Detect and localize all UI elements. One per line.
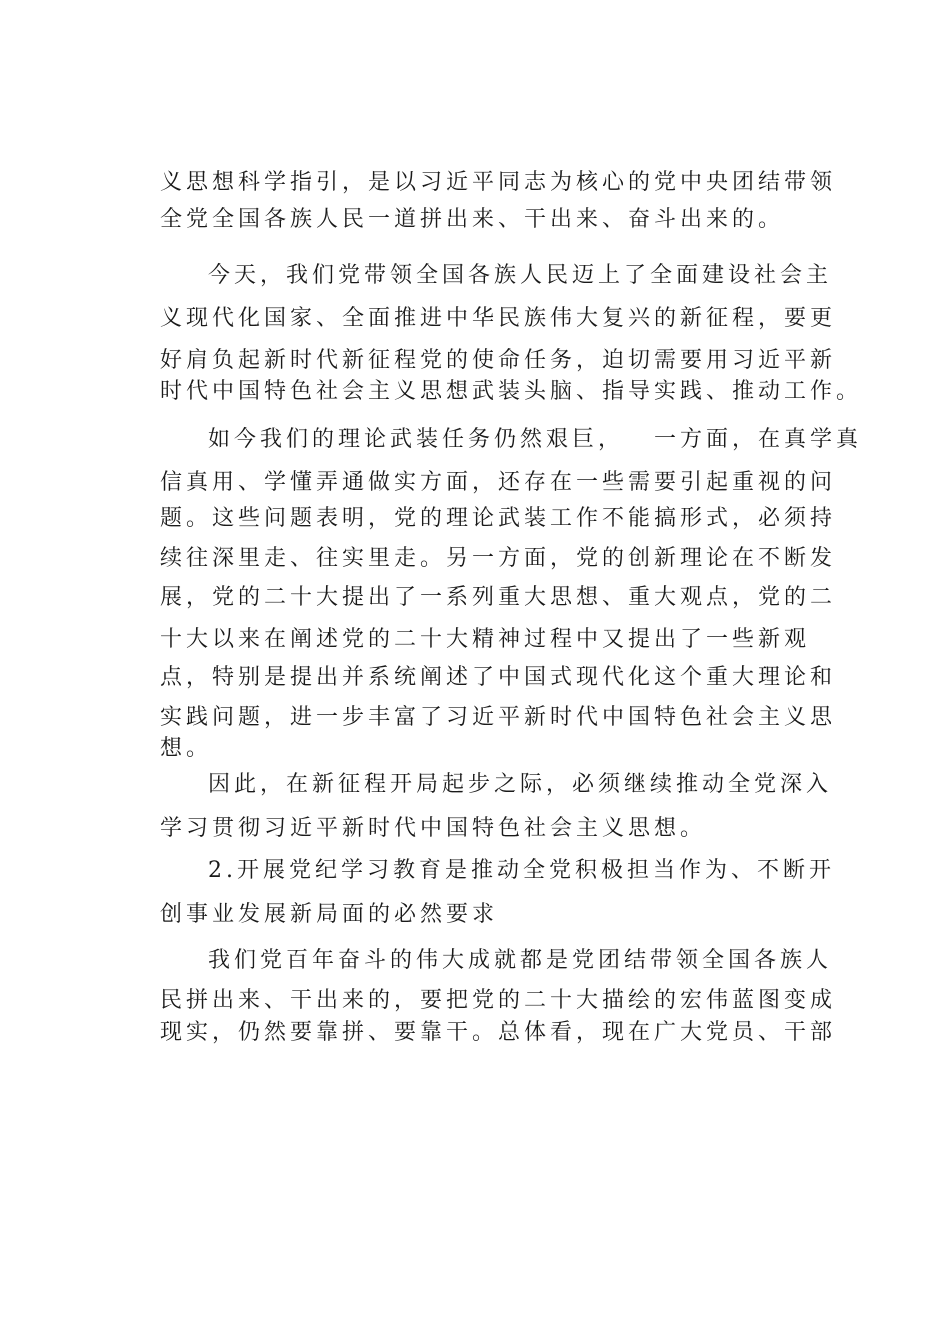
text-segment: 如今我们的理论武装任务仍然艰巨，	[208, 427, 625, 452]
text-line: 现实，仍然要靠拼、要靠干。总体看，现在广大党员、干部	[160, 1020, 837, 1045]
text-line: 十大以来在阐述党的二十大精神过程中又提出了一些新观	[160, 627, 811, 652]
text-line: 想。	[160, 736, 213, 761]
text-line: 民拼出来、干出来的，要把党的二十大描绘的宏伟蓝图变成	[160, 988, 837, 1013]
text-line: 义现代化国家、全面推进中华民族伟大复兴的新征程，要更	[160, 306, 837, 331]
text-line: 题。这些问题表明，党的理论武装工作不能搞形式，必须持	[160, 506, 837, 531]
text-line: 义思想科学指引，是以习近平同志为核心的党中央团结带领	[160, 170, 837, 195]
text-line: 全党全国各族人民一道拼出来、干出来、奋斗出来的。	[160, 207, 785, 232]
paragraph-first-line: 今天，我们党带领全国各族人民迈上了全面建设社会主	[208, 263, 833, 288]
text-line: 好肩负起新时代新征程党的使命任务，迫切需要用习近平新	[160, 348, 837, 373]
text-line: 信真用、学懂弄通做实方面，还存在一些需要引起重视的问	[160, 470, 837, 495]
paragraph-first-line: 因此，在新征程开局起步之际，必须继续推动全党深入	[208, 772, 833, 797]
text-line: 展，党的二十大提出了一系列重大思想、重大观点，党的二	[160, 585, 837, 610]
text-segment: 一方面，在真学真	[654, 427, 863, 452]
text-line: 续往深里走、往实里走。另一方面，党的创新理论在不断发	[160, 546, 837, 571]
section-heading-line: 创事业发展新局面的必然要求	[160, 902, 499, 927]
text-line: 实践问题，进一步丰富了习近平新时代中国特色社会主义思	[160, 705, 837, 730]
paragraph-first-line	[208, 427, 862, 453]
text-line: 点，特别是提出并系统阐述了中国式现代化这个重大理论和	[160, 665, 837, 690]
text-line: 时代中国特色社会主义思想武装头脑、指导实践、推动工作。	[160, 379, 863, 404]
paragraph-first-line: 我们党百年奋斗的伟大成就都是党团结带领全国各族人	[208, 948, 833, 973]
text-line: 学习贯彻习近平新时代中国特色社会主义思想。	[160, 816, 707, 841]
section-heading-line: 2.开展党纪学习教育是推动全党积极担当作为、不断开	[208, 858, 835, 883]
